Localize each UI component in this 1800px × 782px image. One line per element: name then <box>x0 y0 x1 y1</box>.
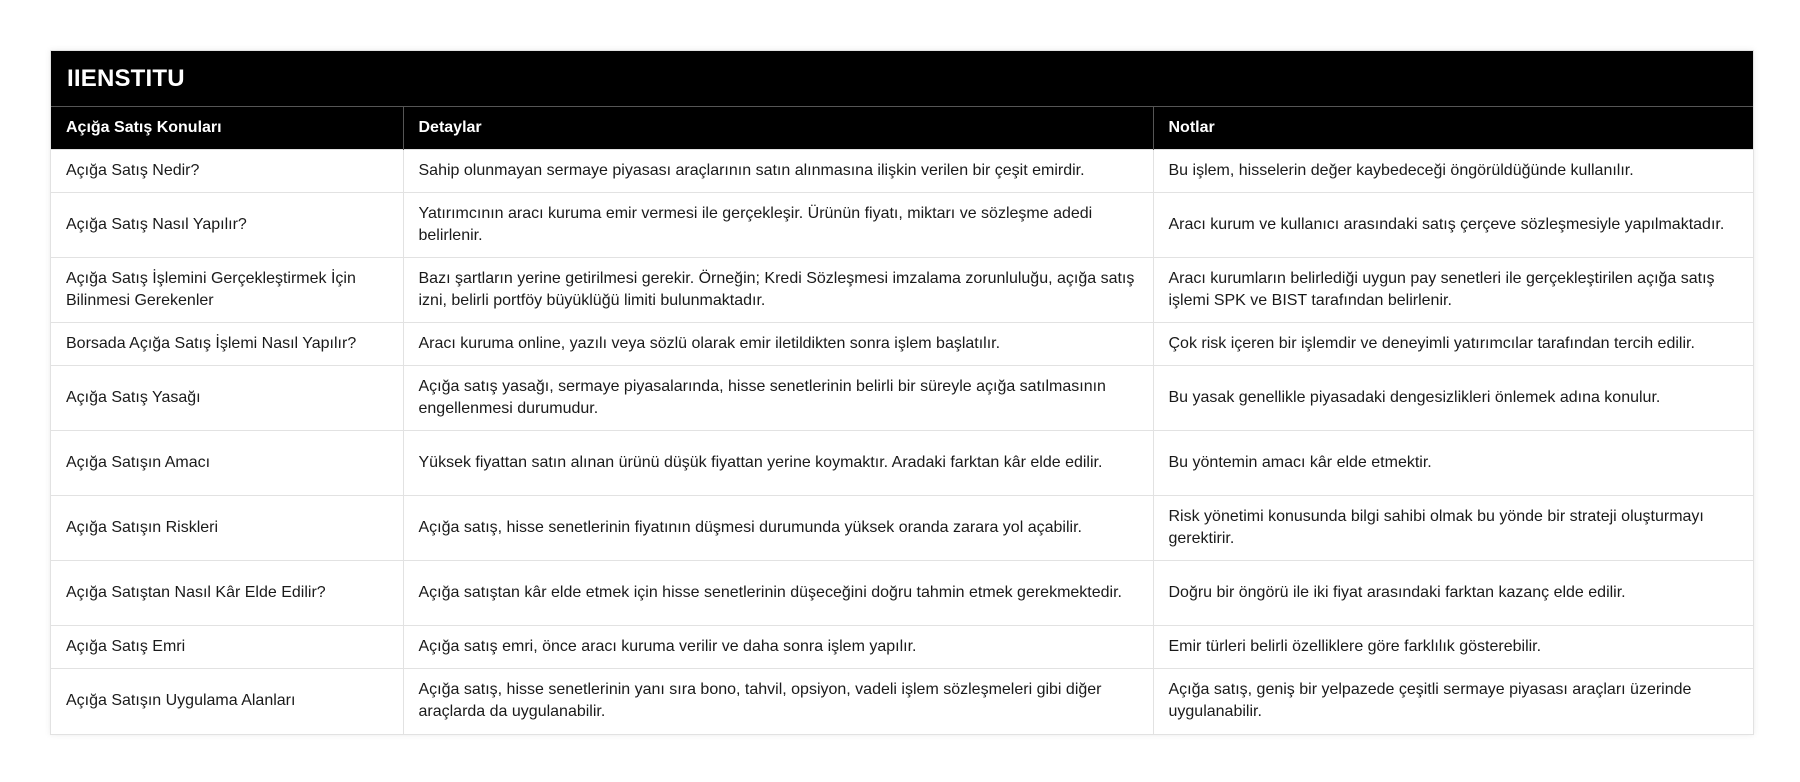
cell-detail: Sahip olunmayan sermaye piyasası araçlarının satın alınmasına ilişkin verilen bir çeşit emirdir. <box>403 150 1153 193</box>
short-selling-table <box>51 106 1753 734</box>
cell-detail: Bazı şartların yerine getirilmesi gerekir. Örneğin; Kredi Sözleşmesi imzalama zorunluluğu, açığa satış izni, belirli portföy büyüklüğü limiti bulunmaktadır. <box>403 258 1153 323</box>
table-row <box>51 366 1753 431</box>
table-row <box>51 669 1753 734</box>
table-row <box>51 323 1753 366</box>
table-row <box>51 431 1753 496</box>
table-row <box>51 626 1753 669</box>
cell-note: Emir türleri belirli özelliklere göre farklılık gösterebilir. <box>1153 626 1753 669</box>
table-header-row <box>51 107 1753 150</box>
cell-note: Aracı kurum ve kullanıcı arasındaki satış çerçeve sözleşmesiyle yapılmaktadır. <box>1153 193 1753 258</box>
cell-topic: Açığa Satıştan Nasıl Kâr Elde Edilir? <box>51 561 403 626</box>
cell-note: Risk yönetimi konusunda bilgi sahibi olmak bu yönde bir strateji oluşturmayı gerektirir. <box>1153 496 1753 561</box>
content-table-card <box>50 50 1754 735</box>
cell-note: Açığa satış, geniş bir yelpazede çeşitli sermaye piyasası araçları üzerinde uygulanabilir. <box>1153 669 1753 734</box>
cell-note: Bu işlem, hisselerin değer kaybedeceği öngörüldüğünde kullanılır. <box>1153 150 1753 193</box>
table-row <box>51 561 1753 626</box>
cell-detail: Açığa satıştan kâr elde etmek için hisse senetlerinin düşeceğini doğru tahmin etmek gerekmektedir. <box>403 561 1153 626</box>
cell-detail: Açığa satış yasağı, sermaye piyasalarında, hisse senetlerinin belirli bir süreyle açığa satılmasının engellenmesi durumudur. <box>403 366 1153 431</box>
cell-detail: Yatırımcının aracı kuruma emir vermesi ile gerçekleşir. Ürünün fiyatı, miktarı ve sözleşme adedi belirlenir. <box>403 193 1153 258</box>
table-row <box>51 193 1753 258</box>
cell-note: Çok risk içeren bir işlemdir ve deneyimli yatırımcılar tarafından tercih edilir. <box>1153 323 1753 366</box>
header-notes: Notlar <box>1153 107 1753 150</box>
table-row <box>51 258 1753 323</box>
cell-topic: Açığa Satışın Riskleri <box>51 496 403 561</box>
cell-note: Doğru bir öngörü ile iki fiyat arasındaki farktan kazanç elde edilir. <box>1153 561 1753 626</box>
cell-topic: Açığa Satışın Uygulama Alanları <box>51 669 403 734</box>
cell-note: Bu yasak genellikle piyasadaki dengesizlikleri önlemek adına konulur. <box>1153 366 1753 431</box>
cell-topic: Açığa Satış Yasağı <box>51 366 403 431</box>
header-details: Detaylar <box>403 107 1153 150</box>
cell-detail: Açığa satış emri, önce aracı kuruma verilir ve daha sonra işlem yapılır. <box>403 626 1153 669</box>
cell-detail: Yüksek fiyattan satın alınan ürünü düşük fiyattan yerine koymaktır. Aradaki farktan kâr elde edilir. <box>403 431 1153 496</box>
cell-topic: Borsada Açığa Satış İşlemi Nasıl Yapılır? <box>51 323 403 366</box>
brand-title: IIENSTITU <box>51 51 1753 106</box>
header-topics: Açığa Satış Konuları <box>51 107 403 150</box>
cell-topic: Açığa Satış İşlemini Gerçekleştirmek İçin Bilinmesi Gerekenler <box>51 258 403 323</box>
cell-note: Aracı kurumların belirlediği uygun pay senetleri ile gerçekleştirilen açığa satış işlemi SPK ve BIST tarafından belirlenir. <box>1153 258 1753 323</box>
cell-detail: Aracı kuruma online, yazılı veya sözlü olarak emir iletildikten sonra işlem başlatılır. <box>403 323 1153 366</box>
cell-topic: Açığa Satışın Amacı <box>51 431 403 496</box>
cell-topic: Açığa Satış Nedir? <box>51 150 403 193</box>
table-row <box>51 496 1753 561</box>
cell-topic: Açığa Satış Nasıl Yapılır? <box>51 193 403 258</box>
table-row <box>51 150 1753 193</box>
cell-note: Bu yöntemin amacı kâr elde etmektir. <box>1153 431 1753 496</box>
cell-detail: Açığa satış, hisse senetlerinin fiyatının düşmesi durumunda yüksek oranda zarara yol açabilir. <box>403 496 1153 561</box>
cell-topic: Açığa Satış Emri <box>51 626 403 669</box>
cell-detail: Açığa satış, hisse senetlerinin yanı sıra bono, tahvil, opsiyon, vadeli işlem sözleşmeleri gibi diğer araçlarda da uygulanabilir. <box>403 669 1153 734</box>
